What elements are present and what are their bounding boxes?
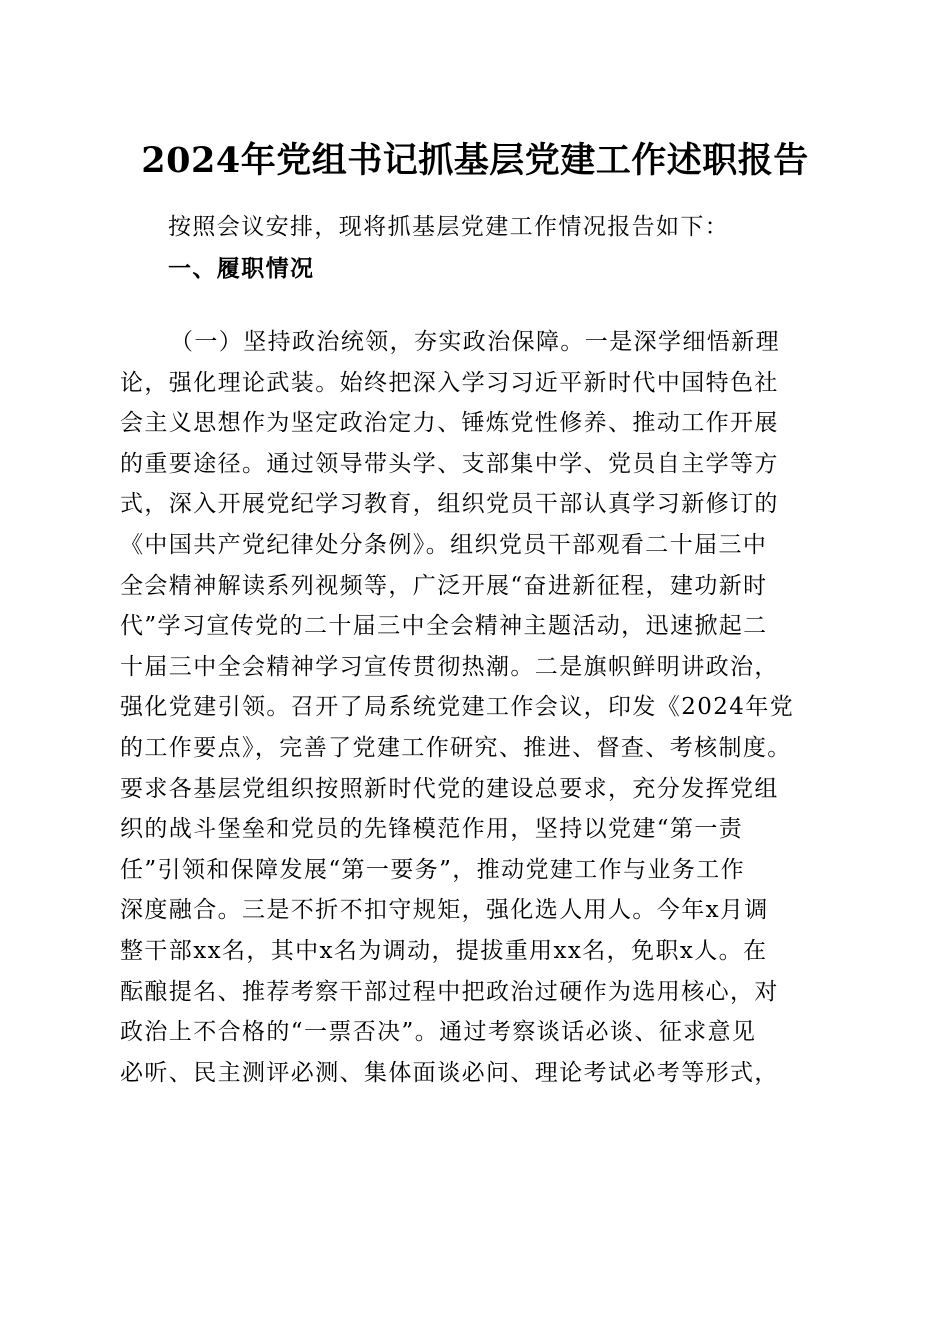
paragraph-line: 政治上不合格的“一票否决”。通过考察谈话必谈、征求意见: [120, 1019, 757, 1046]
paragraph-line: 论，强化理论武装。始终把深入学习习近平新时代中国特色社: [120, 369, 779, 396]
section-heading: 一、履职情况: [168, 256, 315, 282]
paragraph-line: 酝酿提名、推荐考察干部过程中把政治过硬作为选用核心，对: [120, 978, 779, 1005]
intro-paragraph: 按照会议安排，现将抓基层党建工作情况报告如下：: [168, 214, 730, 240]
paragraph-line: 要求各基层党组织按照新时代党的建设总要求，充分发挥党组: [120, 775, 779, 802]
paragraph-line: 必听、民主测评必测、集体面谈必问、理论考试必考等形式，: [120, 1059, 779, 1086]
paragraph-line: 深度融合。三是不折不扣守规矩，强化选人用人。今年x月调: [120, 897, 769, 924]
paragraph-line: 的工作要点》，完善了党建工作研究、推进、督查、考核制度。: [120, 734, 792, 761]
paragraph-line: 织的战斗堡垒和党员的先锋模范作用，坚持以党建“第一责: [120, 816, 744, 843]
paragraph-line: （一）坚持政治统领，夯实政治保障。一是深学细悟新理: [170, 329, 780, 355]
paragraph-line: 代”学习宣传党的二十届三中全会精神主题活动，迅速掀起二: [120, 613, 768, 640]
paragraph-line: 强化党建引领。召开了局系统党建工作会议，印发《2024年党: [120, 694, 795, 721]
body-paragraph: [120, 322, 840, 1093]
paragraph-line: 全会精神解读系列视频等，广泛开展“奋进新征程，建功新时: [120, 572, 768, 599]
paragraph-line: 《中国共产党纪律处分条例》。组织党员干部观看二十届三中: [120, 531, 768, 558]
paragraph-line: 式，深入开展党纪学习教育，组织党员干部认真学习新修订的: [120, 491, 779, 518]
paragraph-line: 会主义思想作为坚定政治定力、锤炼党性修养、推动工作开展: [120, 410, 779, 437]
document-title: 2024年党组书记抓基层党建工作述职报告: [141, 140, 809, 181]
paragraph-line: 十届三中全会精神学习宣传贯彻热潮。二是旗帜鲜明讲政治，: [120, 653, 779, 680]
paragraph-line: 任”引领和保障发展“第一要务”，推动党建工作与业务工作: [120, 856, 746, 883]
paragraph-line: 整干部xx名，其中x名为调动，提拔重用xx名，免职x人。在: [120, 937, 768, 964]
paragraph-line: 的重要途径。通过领导带头学、支部集中学、党员自主学等方: [120, 450, 779, 477]
